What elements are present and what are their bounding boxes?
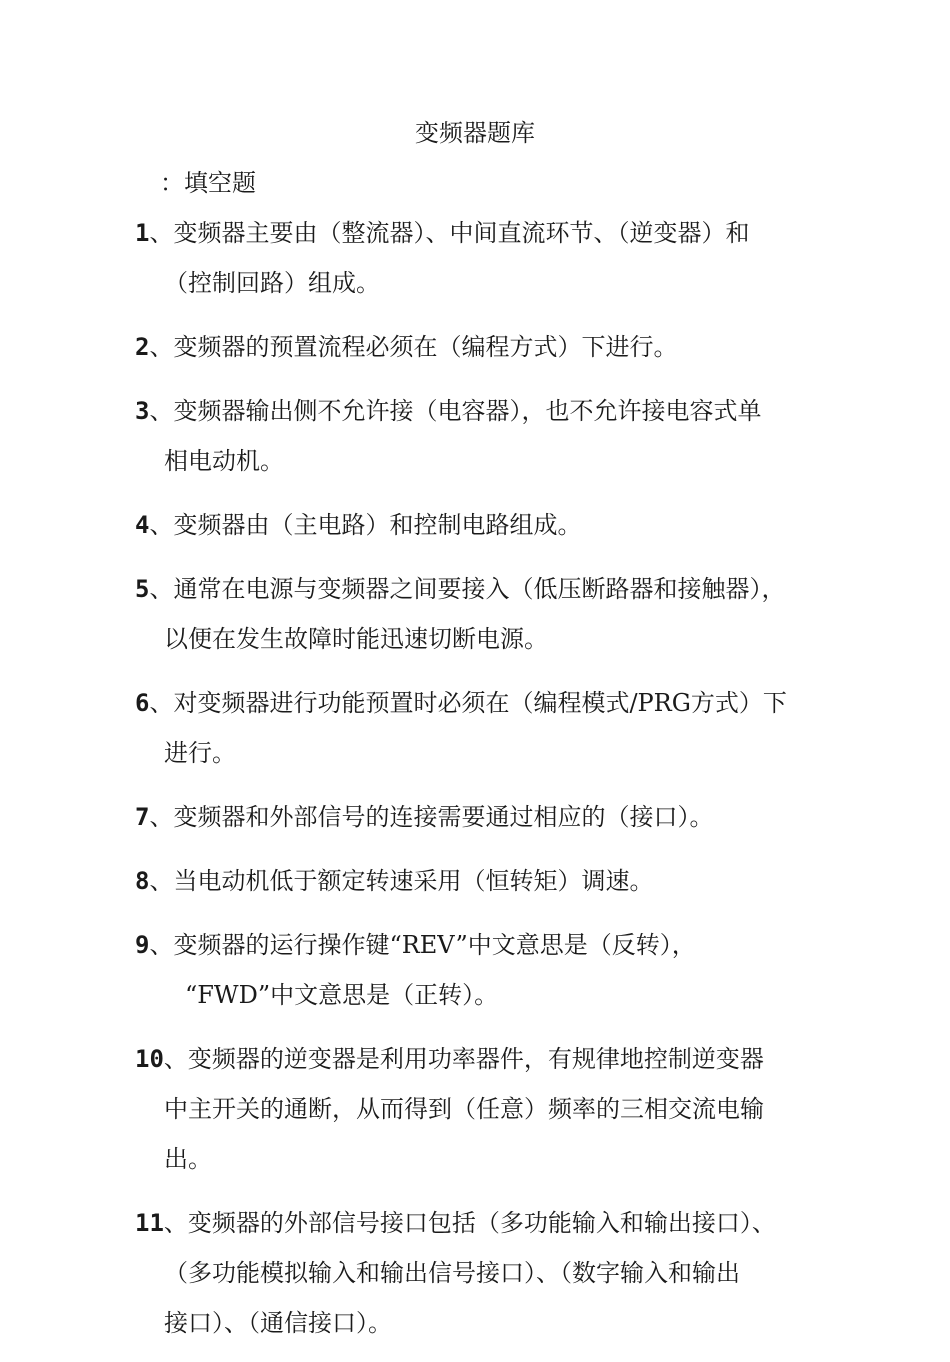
question-text: 、变频器的外部信号接口包括（多功能输入和输出接口）、 (163, 1209, 776, 1237)
question-6 (135, 678, 835, 778)
question-number: 8 (135, 867, 150, 895)
page-title: 变频器题库 (415, 119, 535, 147)
question-text: 、通常在电源与变频器之间要接入（低压断路器和接触器）， (149, 575, 786, 603)
question-text-continued: 接口）、（通信接口）。 (164, 1309, 392, 1337)
question-10 (135, 1034, 835, 1184)
question-11 (135, 1198, 835, 1348)
question-text-continued: （控制回路）组成。 (164, 269, 380, 297)
question-9 (135, 920, 835, 1020)
question-8 (135, 856, 835, 906)
question-4 (135, 500, 835, 550)
question-text: 、变频器的运行操作键“REV”中文意思是（反转）， (149, 931, 696, 959)
question-text-continued: 以便在发生故障时能迅速切断电源。 (164, 625, 548, 653)
question-number: 11 (135, 1209, 164, 1237)
question-text-continued: 相电动机。 (164, 447, 284, 475)
question-number: 10 (135, 1045, 164, 1073)
question-text-continued: “FWD”中文意思是（正转）。 (185, 981, 499, 1009)
question-7 (135, 792, 835, 842)
question-number: 2 (135, 333, 150, 361)
question-list (135, 208, 835, 1362)
question-text-continued: 中主开关的通断，从而得到（任意）频率的三相交流电输 (164, 1095, 764, 1123)
question-number: 3 (135, 397, 150, 425)
question-text: 、变频器输出侧不允许接（电容器），也不允许接电容式单 (149, 397, 762, 425)
question-number: 6 (135, 689, 150, 717)
question-number: 7 (135, 803, 150, 831)
question-text: 、变频器的逆变器是利用功率器件，有规律地控制逆变器 (163, 1045, 764, 1073)
question-number: 1 (135, 219, 150, 247)
question-text-continued: 出。 (164, 1145, 212, 1173)
question-text-continued: 进行。 (164, 739, 236, 767)
question-number: 4 (135, 511, 150, 539)
section-heading: ：填空题 (160, 169, 256, 197)
question-1 (135, 208, 835, 308)
question-number: 5 (135, 575, 150, 603)
question-text: 、变频器的预置流程必须在（编程方式）下进行。 (149, 333, 678, 361)
question-text: 、当电动机低于额定转速采用（恒转矩）调速。 (149, 867, 654, 895)
question-text: 、变频器和外部信号的连接需要通过相应的（接口）。 (149, 803, 714, 831)
question-number: 9 (135, 931, 150, 959)
question-2 (135, 322, 835, 372)
question-text: 、变频器主要由（整流器）、中间直流环节、（逆变器）和 (149, 219, 750, 247)
question-3 (135, 386, 835, 486)
question-5 (135, 564, 835, 664)
question-text: 、对变频器进行功能预置时必须在（编程模式/PRG方式）下 (149, 689, 787, 717)
question-text: 、变频器由（主电路）和控制电路组成。 (149, 511, 582, 539)
question-text-continued: （多功能模拟输入和输出信号接口）、（数字输入和输出 (164, 1259, 740, 1287)
